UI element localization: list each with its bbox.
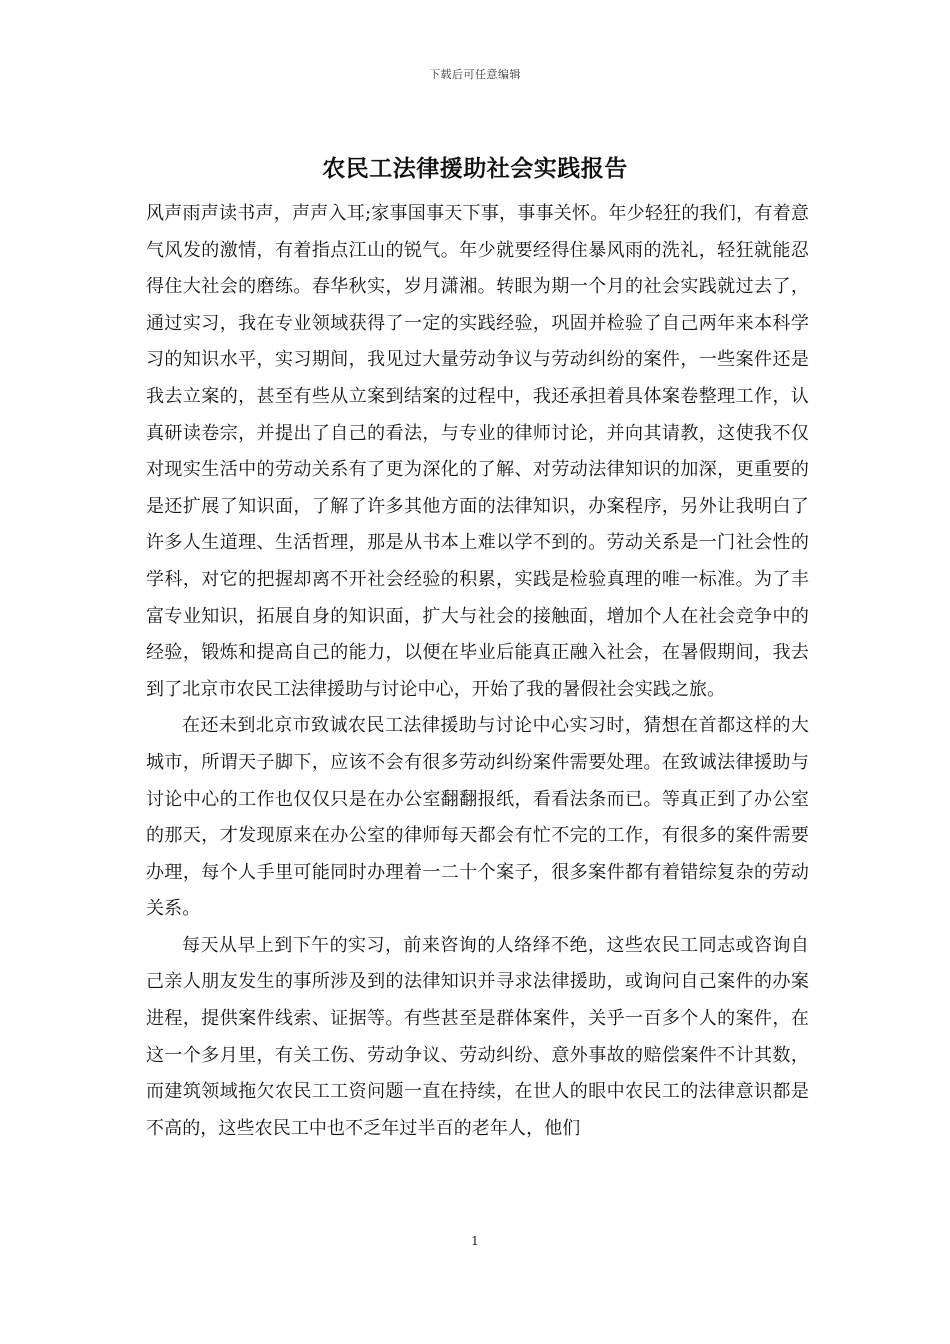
paragraph-2: 在还未到北京市致诚农民工法律援助与讨论中心实习时，猜想在首都这样的大城市，所谓天子脚下，应该不会有很多劳动纠纷案件需要处理。在致诚法律援助与讨论中心的工作也仅仅只是在办公室翻翻报纸，看看法条而已。等真正到了办公室的那天，才发现原来在办公室的律师每天都会有忙不完的工作，有很多的案件需要办理，每个人手里可能同时办理着一二十个案子，很多案件都有着错综复杂的劳动关系。: [146, 715, 809, 920]
page-number: 1: [471, 1234, 479, 1248]
document-body: [146, 196, 809, 1147]
document-title: 农民工法律援助社会实践报告: [322, 155, 628, 182]
header-note: 下载后可任意编辑: [429, 68, 521, 81]
paragraph-1: 风声雨声读书声，声声入耳;家事国事天下事，事事关怀。年少轻狂的我们，有着意气风发的激情，有着指点江山的锐气。年少就要经得住暴风雨的洗礼，轻狂就能忍得住大社会的磨练。春华秋实，岁月潇湘。转眼为期一个月的社会实践就过去了，通过实习，我在专业领域获得了一定的实践经验，巩固并检验了自己两年来本科学习的知识水平，实习期间，我见过大量劳动争议与劳动纠纷的案件，一些案件还是我去立案的，甚至有些从立案到结案的过程中，我还承担着具体案卷整理工作，认真研读卷宗，并提出了自己的看法，与专业的律师讨论，并向其请教，这使我不仅对现实生活中的劳动关系有了更为深化的了解、对劳动法律知识的加深，更重要的是还扩展了知识面，了解了许多其他方面的法律知识，办案程序，另外让我明白了许多人生道理、生活哲理，那是从书本上难以学不到的。劳动关系是一门社会性的学科，对它的把握却离不开社会经验的积累，实践是检验真理的唯一标准。为了丰富专业知识，拓展自身的知识面，扩大与社会的接触面，增加个人在社会竞争中的经验，锻炼和提高自己的能力，以便在毕业后能真正融入社会，在暑假期间，我去到了北京市农民工法律援助与讨论中心，开始了我的暑假社会实践之旅。: [146, 203, 809, 700]
paragraph-3: 每天从早上到下午的实习，前来咨询的人络绎不绝，这些农民工同志或咨询自己亲人朋友发生的事所涉及到的法律知识并寻求法律援助，或询问自己案件的办案进程，提供案件线索、证据等。有些甚至是群体案件，关乎一百多个人的案件，在这一个多月里，有关工伤、劳动争议、劳动纠纷、意外事故的赔偿案件不计其数，而建筑领域拖欠农民工工资问题一直在持续，在世人的眼中农民工的法律意识都是不高的，这些农民工中也不乏年过半百的老年人，他们: [146, 934, 809, 1139]
